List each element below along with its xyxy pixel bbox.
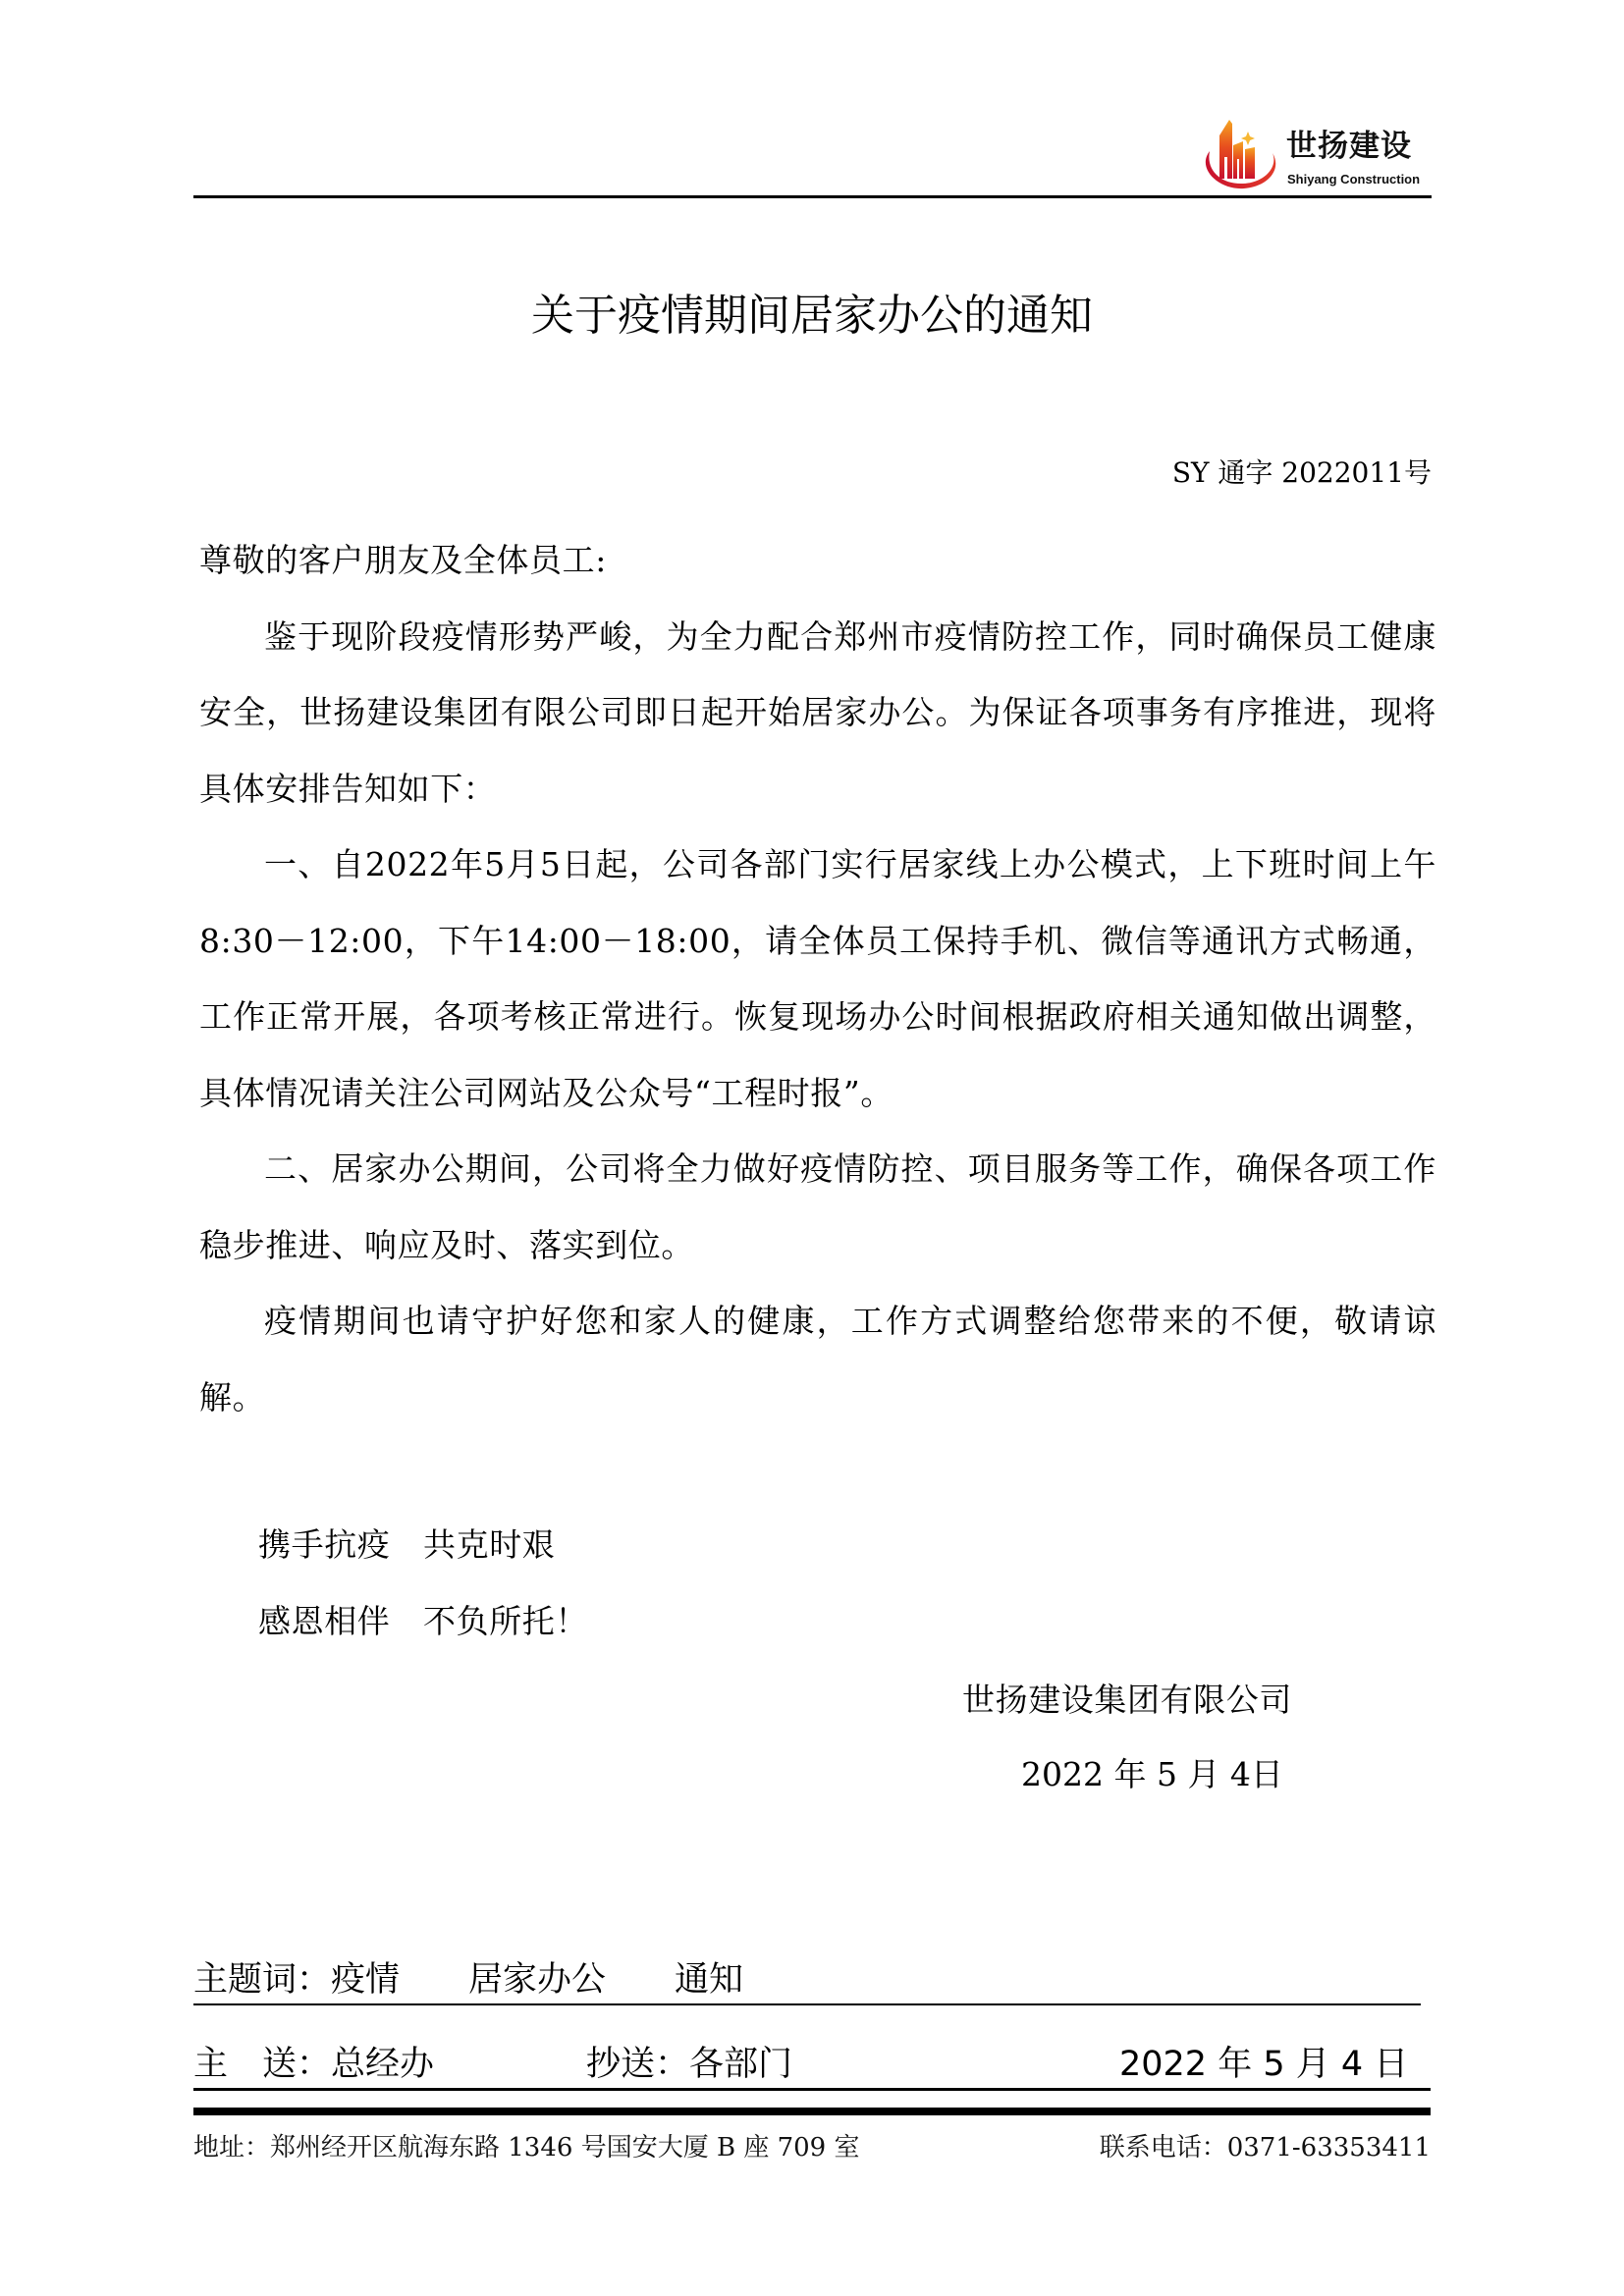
phone: 联系电话：0371-63353411 [1099,2133,1431,2163]
send-to: 主 送：总经办 [193,2045,435,2084]
header-divider [193,195,1432,198]
footer-contact [193,2130,1431,2165]
logo-cn-name: 世扬建设 [1286,129,1412,164]
issue-date: 2022 年 5 月 4 日 [1119,2045,1409,2084]
subject-underline [193,2003,1421,2005]
paragraph-intro: 鉴于现阶段疫情形势严峻，为全力配合郑州市疫情防控工作，同时确保员工健康安全，世扬建设集团有限公司即日起开始居家办公。为保证各项事务有序推进，现将具体安排告知如下： [199,616,1436,808]
company-logo [1200,110,1435,194]
distribution-underline [193,2088,1431,2091]
signature-company: 世扬建设集团有限公司 [962,1681,1292,1719]
signature-date: 2022 年 5 月 4日 [1021,1755,1283,1793]
paragraph-item-1: 一、自2022年5月5日起，公司各部门实行居家线上办公模式，上下班时间上午8:30－12:00，下午14:00－18:00，请全体员工保持手机、微信等通讯方式畅通，工作正常开展，各项考核正常进行。恢复现场办公时间根据政府相关通知做出调整，具体情况请关注公司网站及公众号“工程时报”。 [199,845,1436,1112]
cc-to: 抄送：各部门 [586,2045,793,2084]
document-body [199,522,1436,1435]
slogan-line-1: 携手抗疫 共克时艰 [258,1525,556,1564]
footer-thick-divider [193,2108,1431,2115]
logo-en-name: Shiyang Construction [1287,172,1421,187]
building-logo-icon [1200,110,1280,192]
paragraph-item-2: 二、居家办公期间，公司将全力做好疫情防控、项目服务等工作，确保各项工作稳步推进、响应及时、落实到位。 [199,1149,1436,1264]
paragraph-closing: 疫情期间也请守护好您和家人的健康，工作方式调整给您带来的不便，敬请谅解。 [199,1302,1436,1416]
salutation: 尊敬的客户朋友及全体员工: [199,541,607,579]
address: 地址：郑州经开区航海东路 1346 号国安大厦 B 座 709 室 [193,2133,860,2163]
subject-words: 主题词：疫情 居家办公 通知 [193,1960,744,2000]
document-number: SY 通字 2022011号 [1171,456,1432,489]
slogan-line-2: 感恩相伴 不负所托！ [258,1602,588,1640]
document-title: 关于疫情期间居家办公的通知 [531,291,1093,341]
